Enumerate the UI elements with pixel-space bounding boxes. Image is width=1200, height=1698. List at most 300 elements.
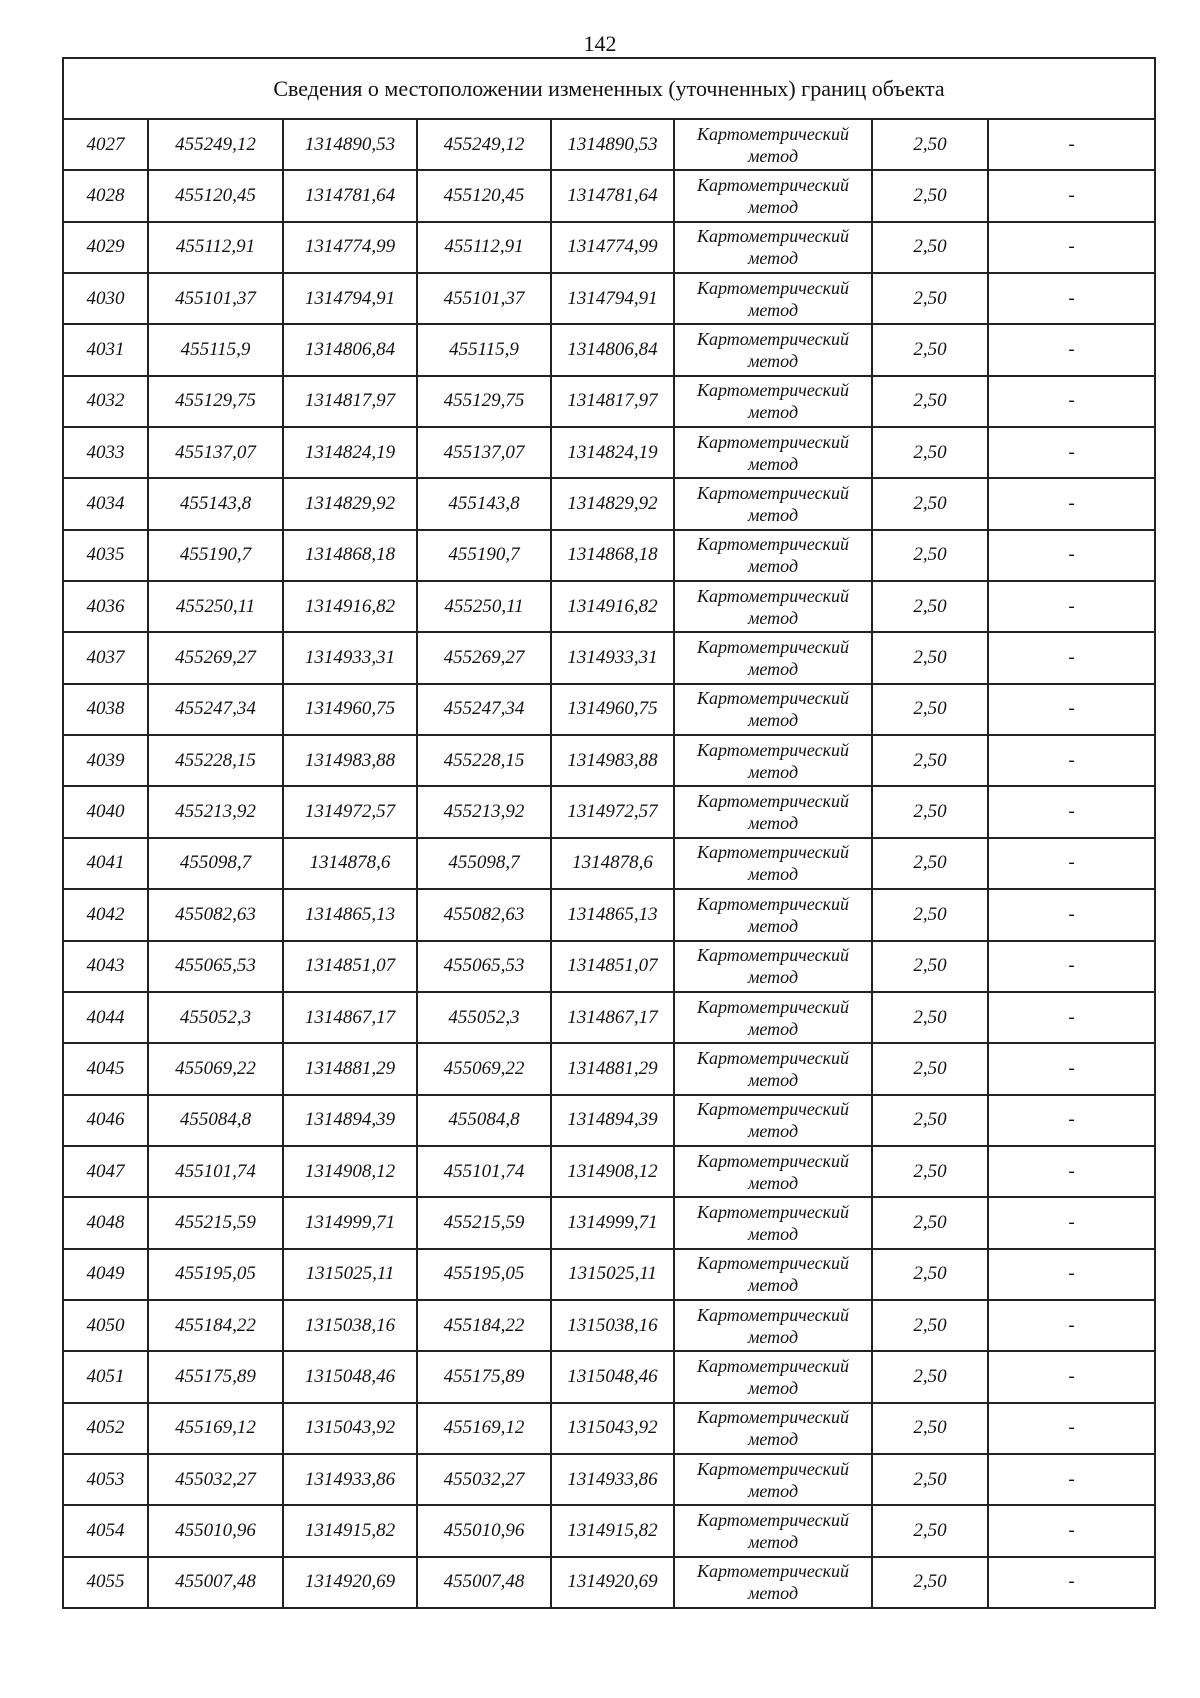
existing-y-cell: 1314916,82 [283, 581, 417, 632]
new-x-cell: 455249,12 [417, 119, 551, 170]
method-cell [674, 1403, 872, 1454]
existing-x-cell: 455101,37 [148, 273, 283, 324]
accuracy-cell: 2,50 [872, 530, 988, 581]
boundary-coordinates-table [62, 57, 1156, 1609]
table-row [63, 1300, 1155, 1351]
accuracy-cell: 2,50 [872, 478, 988, 529]
note-cell: - [988, 1351, 1155, 1402]
new-y-cell: 1314933,86 [551, 1454, 674, 1505]
method-cell [674, 684, 872, 735]
note-cell: - [988, 1403, 1155, 1454]
note-cell: - [988, 1454, 1155, 1505]
accuracy-cell: 2,50 [872, 735, 988, 786]
new-y-cell: 1314824,19 [551, 427, 674, 478]
method-line-2: метод [747, 1069, 799, 1090]
method-line-2: метод [747, 351, 799, 372]
method-line-2: метод [747, 1583, 799, 1604]
accuracy-cell: 2,50 [872, 1557, 988, 1608]
existing-y-cell: 1314774,99 [283, 222, 417, 273]
point-number-cell: 4040 [63, 786, 148, 837]
table-row [63, 889, 1155, 940]
existing-y-cell: 1314915,82 [283, 1505, 417, 1556]
point-number-cell: 4045 [63, 1043, 148, 1094]
existing-y-cell: 1314817,97 [283, 376, 417, 427]
method-line-2: метод [747, 659, 799, 680]
method-line-1: Картометрический [696, 842, 849, 863]
new-x-cell: 455247,34 [417, 684, 551, 735]
accuracy-cell: 2,50 [872, 1197, 988, 1248]
table-row [63, 684, 1155, 735]
existing-y-cell: 1314999,71 [283, 1197, 417, 1248]
new-x-cell: 455175,89 [417, 1351, 551, 1402]
accuracy-cell: 2,50 [872, 427, 988, 478]
new-x-cell: 455098,7 [417, 838, 551, 889]
method-cell [674, 838, 872, 889]
method-line-2: метод [747, 1223, 799, 1244]
new-y-cell: 1314829,92 [551, 478, 674, 529]
table-row [63, 632, 1155, 683]
new-y-cell: 1314817,97 [551, 376, 674, 427]
table-row [63, 530, 1155, 581]
accuracy-cell: 2,50 [872, 786, 988, 837]
table-row [63, 1043, 1155, 1094]
existing-y-cell: 1315048,46 [283, 1351, 417, 1402]
method-cell [674, 119, 872, 170]
point-number-cell: 4032 [63, 376, 148, 427]
existing-y-cell: 1314972,57 [283, 786, 417, 837]
existing-y-cell: 1314806,84 [283, 324, 417, 375]
method-line-2: метод [747, 813, 799, 834]
existing-y-cell: 1314933,31 [283, 632, 417, 683]
existing-y-cell: 1314920,69 [283, 1557, 417, 1608]
method-line-1: Картометрический [696, 1304, 849, 1325]
table-row [63, 941, 1155, 992]
existing-x-cell: 455213,92 [148, 786, 283, 837]
existing-x-cell: 455269,27 [148, 632, 283, 683]
point-number-cell: 4053 [63, 1454, 148, 1505]
accuracy-cell: 2,50 [872, 1146, 988, 1197]
point-number-cell: 4028 [63, 170, 148, 221]
method-line-2: метод [747, 1275, 799, 1296]
existing-y-cell: 1315038,16 [283, 1300, 417, 1351]
accuracy-cell: 2,50 [872, 941, 988, 992]
method-cell [674, 324, 872, 375]
table-row [63, 1557, 1155, 1608]
note-cell: - [988, 119, 1155, 170]
method-line-1: Картометрический [696, 534, 849, 555]
method-line-2: метод [747, 967, 799, 988]
method-cell [674, 530, 872, 581]
method-cell [674, 1454, 872, 1505]
table-row [63, 1146, 1155, 1197]
point-number-cell: 4029 [63, 222, 148, 273]
new-y-cell: 1314794,91 [551, 273, 674, 324]
new-y-cell: 1314999,71 [551, 1197, 674, 1248]
table-title: Сведения о местоположении измененных (уточненных) границ объекта [63, 58, 1155, 119]
table-row [63, 1454, 1155, 1505]
page-number: 142 [583, 31, 617, 56]
table-row [63, 992, 1155, 1043]
table-row [63, 324, 1155, 375]
method-line-1: Картометрический [696, 175, 849, 196]
new-y-cell: 1315038,16 [551, 1300, 674, 1351]
method-line-2: метод [747, 1531, 799, 1552]
existing-y-cell: 1314890,53 [283, 119, 417, 170]
note-cell: - [988, 324, 1155, 375]
point-number-cell: 4049 [63, 1249, 148, 1300]
new-y-cell: 1315025,11 [551, 1249, 674, 1300]
note-cell: - [988, 581, 1155, 632]
note-cell: - [988, 170, 1155, 221]
table-row [63, 273, 1155, 324]
new-y-cell: 1314868,18 [551, 530, 674, 581]
method-line-2: метод [747, 556, 799, 577]
method-cell [674, 1095, 872, 1146]
existing-x-cell: 455215,59 [148, 1197, 283, 1248]
method-line-2: метод [747, 1121, 799, 1142]
note-cell: - [988, 427, 1155, 478]
accuracy-cell: 2,50 [872, 1505, 988, 1556]
existing-y-cell: 1314865,13 [283, 889, 417, 940]
method-line-2: метод [747, 761, 799, 782]
existing-x-cell: 455143,8 [148, 478, 283, 529]
table-row [63, 786, 1155, 837]
note-cell: - [988, 632, 1155, 683]
accuracy-cell: 2,50 [872, 1351, 988, 1402]
accuracy-cell: 2,50 [872, 992, 988, 1043]
point-number-cell: 4048 [63, 1197, 148, 1248]
method-line-1: Картометрический [696, 1561, 849, 1582]
accuracy-cell: 2,50 [872, 222, 988, 273]
existing-x-cell: 455129,75 [148, 376, 283, 427]
existing-y-cell: 1314829,92 [283, 478, 417, 529]
existing-y-cell: 1314781,64 [283, 170, 417, 221]
note-cell: - [988, 478, 1155, 529]
existing-x-cell: 455184,22 [148, 1300, 283, 1351]
table-row [63, 1351, 1155, 1402]
existing-y-cell: 1314983,88 [283, 735, 417, 786]
new-y-cell: 1314881,29 [551, 1043, 674, 1094]
existing-y-cell: 1314933,86 [283, 1454, 417, 1505]
note-cell: - [988, 1043, 1155, 1094]
table-row [63, 1095, 1155, 1146]
point-number-cell: 4054 [63, 1505, 148, 1556]
new-x-cell: 455069,22 [417, 1043, 551, 1094]
note-cell: - [988, 992, 1155, 1043]
table-row [63, 838, 1155, 889]
point-number-cell: 4034 [63, 478, 148, 529]
method-line-1: Картометрический [696, 945, 849, 966]
method-line-1: Картометрический [696, 226, 849, 247]
note-cell: - [988, 273, 1155, 324]
method-cell [674, 1146, 872, 1197]
existing-y-cell: 1314851,07 [283, 941, 417, 992]
method-line-2: метод [747, 915, 799, 936]
new-x-cell: 455184,22 [417, 1300, 551, 1351]
method-cell [674, 1505, 872, 1556]
existing-y-cell: 1314824,19 [283, 427, 417, 478]
note-cell: - [988, 838, 1155, 889]
new-y-cell: 1314920,69 [551, 1557, 674, 1608]
existing-y-cell: 1314867,17 [283, 992, 417, 1043]
existing-x-cell: 455175,89 [148, 1351, 283, 1402]
existing-x-cell: 455249,12 [148, 119, 283, 170]
method-cell [674, 581, 872, 632]
method-line-2: метод [747, 1326, 799, 1347]
method-cell [674, 1557, 872, 1608]
note-cell: - [988, 735, 1155, 786]
new-x-cell: 455190,7 [417, 530, 551, 581]
note-cell: - [988, 1300, 1155, 1351]
point-number-cell: 4030 [63, 273, 148, 324]
accuracy-cell: 2,50 [872, 324, 988, 375]
method-cell [674, 735, 872, 786]
method-line-1: Картометрический [696, 380, 849, 401]
new-x-cell: 455007,48 [417, 1557, 551, 1608]
existing-y-cell: 1315043,92 [283, 1403, 417, 1454]
method-line-1: Картометрический [696, 996, 849, 1017]
new-y-cell: 1314960,75 [551, 684, 674, 735]
table-row [63, 119, 1155, 170]
new-y-cell: 1314916,82 [551, 581, 674, 632]
accuracy-cell: 2,50 [872, 1043, 988, 1094]
note-cell: - [988, 1557, 1155, 1608]
note-cell: - [988, 1095, 1155, 1146]
method-line-1: Картометрический [696, 1458, 849, 1479]
method-line-1: Картометрический [696, 431, 849, 452]
method-cell [674, 1300, 872, 1351]
accuracy-cell: 2,50 [872, 632, 988, 683]
new-y-cell: 1314806,84 [551, 324, 674, 375]
method-line-1: Картометрический [696, 1407, 849, 1428]
method-line-1: Картометрический [696, 277, 849, 298]
method-cell [674, 1043, 872, 1094]
new-y-cell: 1314781,64 [551, 170, 674, 221]
method-cell [674, 786, 872, 837]
method-line-2: метод [747, 710, 799, 731]
method-cell [674, 992, 872, 1043]
existing-x-cell: 455115,9 [148, 324, 283, 375]
existing-x-cell: 455084,8 [148, 1095, 283, 1146]
method-line-2: метод [747, 1172, 799, 1193]
new-y-cell: 1314878,6 [551, 838, 674, 889]
new-y-cell: 1314890,53 [551, 119, 674, 170]
new-x-cell: 455065,53 [417, 941, 551, 992]
accuracy-cell: 2,50 [872, 581, 988, 632]
existing-x-cell: 455007,48 [148, 1557, 283, 1608]
new-x-cell: 455215,59 [417, 1197, 551, 1248]
method-line-2: метод [747, 248, 799, 269]
accuracy-cell: 2,50 [872, 1249, 988, 1300]
method-line-1: Картометрический [696, 739, 849, 760]
new-y-cell: 1314894,39 [551, 1095, 674, 1146]
point-number-cell: 4033 [63, 427, 148, 478]
note-cell: - [988, 1505, 1155, 1556]
table-row [63, 427, 1155, 478]
method-line-2: метод [747, 402, 799, 423]
table-row [63, 1403, 1155, 1454]
method-line-2: метод [747, 1429, 799, 1450]
existing-x-cell: 455228,15 [148, 735, 283, 786]
method-cell [674, 170, 872, 221]
existing-x-cell: 455195,05 [148, 1249, 283, 1300]
note-cell: - [988, 889, 1155, 940]
new-y-cell: 1315043,92 [551, 1403, 674, 1454]
table-row [63, 376, 1155, 427]
new-x-cell: 455082,63 [417, 889, 551, 940]
point-number-cell: 4039 [63, 735, 148, 786]
new-y-cell: 1314865,13 [551, 889, 674, 940]
new-x-cell: 455143,8 [417, 478, 551, 529]
accuracy-cell: 2,50 [872, 838, 988, 889]
existing-x-cell: 455069,22 [148, 1043, 283, 1094]
existing-x-cell: 455137,07 [148, 427, 283, 478]
point-number-cell: 4038 [63, 684, 148, 735]
new-x-cell: 455101,37 [417, 273, 551, 324]
method-line-2: метод [747, 453, 799, 474]
point-number-cell: 4050 [63, 1300, 148, 1351]
existing-y-cell: 1314878,6 [283, 838, 417, 889]
existing-y-cell: 1314908,12 [283, 1146, 417, 1197]
new-y-cell: 1314851,07 [551, 941, 674, 992]
new-x-cell: 455250,11 [417, 581, 551, 632]
method-line-1: Картометрический [696, 688, 849, 709]
method-line-1: Картометрический [696, 791, 849, 812]
accuracy-cell: 2,50 [872, 684, 988, 735]
table-row [63, 1197, 1155, 1248]
method-line-2: метод [747, 505, 799, 526]
note-cell: - [988, 1146, 1155, 1197]
existing-x-cell: 455120,45 [148, 170, 283, 221]
note-cell: - [988, 941, 1155, 992]
new-x-cell: 455269,27 [417, 632, 551, 683]
accuracy-cell: 2,50 [872, 170, 988, 221]
accuracy-cell: 2,50 [872, 889, 988, 940]
point-number-cell: 4036 [63, 581, 148, 632]
new-y-cell: 1314867,17 [551, 992, 674, 1043]
point-number-cell: 4055 [63, 1557, 148, 1608]
method-line-2: метод [747, 145, 799, 166]
new-x-cell: 455169,12 [417, 1403, 551, 1454]
new-y-cell: 1315048,46 [551, 1351, 674, 1402]
method-line-2: метод [747, 1480, 799, 1501]
new-x-cell: 455052,3 [417, 992, 551, 1043]
method-line-1: Картометрический [696, 1047, 849, 1068]
method-cell [674, 478, 872, 529]
point-number-cell: 4052 [63, 1403, 148, 1454]
existing-x-cell: 455010,96 [148, 1505, 283, 1556]
new-x-cell: 455101,74 [417, 1146, 551, 1197]
accuracy-cell: 2,50 [872, 376, 988, 427]
method-cell [674, 1351, 872, 1402]
note-cell: - [988, 222, 1155, 273]
point-number-cell: 4044 [63, 992, 148, 1043]
method-line-1: Картометрический [696, 1509, 849, 1530]
method-line-1: Картометрический [696, 1253, 849, 1274]
point-number-cell: 4046 [63, 1095, 148, 1146]
new-x-cell: 455120,45 [417, 170, 551, 221]
accuracy-cell: 2,50 [872, 1095, 988, 1146]
method-cell [674, 889, 872, 940]
existing-x-cell: 455082,63 [148, 889, 283, 940]
new-y-cell: 1314908,12 [551, 1146, 674, 1197]
new-x-cell: 455213,92 [417, 786, 551, 837]
method-cell [674, 632, 872, 683]
method-line-1: Картометрический [696, 123, 849, 144]
note-cell: - [988, 530, 1155, 581]
existing-x-cell: 455112,91 [148, 222, 283, 273]
accuracy-cell: 2,50 [872, 1454, 988, 1505]
note-cell: - [988, 786, 1155, 837]
note-cell: - [988, 684, 1155, 735]
new-x-cell: 455032,27 [417, 1454, 551, 1505]
method-line-1: Картометрический [696, 1150, 849, 1171]
point-number-cell: 4035 [63, 530, 148, 581]
point-number-cell: 4037 [63, 632, 148, 683]
table-row [63, 222, 1155, 273]
new-x-cell: 455010,96 [417, 1505, 551, 1556]
method-cell [674, 1249, 872, 1300]
existing-x-cell: 455247,34 [148, 684, 283, 735]
existing-y-cell: 1314868,18 [283, 530, 417, 581]
method-line-2: метод [747, 1018, 799, 1039]
new-x-cell: 455129,75 [417, 376, 551, 427]
note-cell: - [988, 1197, 1155, 1248]
existing-x-cell: 455098,7 [148, 838, 283, 889]
note-cell: - [988, 1249, 1155, 1300]
existing-y-cell: 1314881,29 [283, 1043, 417, 1094]
new-y-cell: 1314915,82 [551, 1505, 674, 1556]
existing-y-cell: 1315025,11 [283, 1249, 417, 1300]
method-line-1: Картометрический [696, 1099, 849, 1120]
existing-x-cell: 455052,3 [148, 992, 283, 1043]
table-row [63, 581, 1155, 632]
method-cell [674, 376, 872, 427]
method-line-2: метод [747, 1377, 799, 1398]
method-line-1: Картометрический [696, 483, 849, 504]
method-line-1: Картометрический [696, 585, 849, 606]
new-x-cell: 455084,8 [417, 1095, 551, 1146]
new-x-cell: 455115,9 [417, 324, 551, 375]
point-number-cell: 4031 [63, 324, 148, 375]
method-line-2: метод [747, 864, 799, 885]
existing-x-cell: 455250,11 [148, 581, 283, 632]
method-line-2: метод [747, 299, 799, 320]
table-title-row [63, 58, 1155, 119]
table-row [63, 478, 1155, 529]
new-y-cell: 1314774,99 [551, 222, 674, 273]
new-x-cell: 455195,05 [417, 1249, 551, 1300]
new-x-cell: 455228,15 [417, 735, 551, 786]
method-cell [674, 222, 872, 273]
method-cell [674, 1197, 872, 1248]
existing-x-cell: 455101,74 [148, 1146, 283, 1197]
new-x-cell: 455112,91 [417, 222, 551, 273]
accuracy-cell: 2,50 [872, 1300, 988, 1351]
note-cell: - [988, 376, 1155, 427]
table-row [63, 1505, 1155, 1556]
point-number-cell: 4043 [63, 941, 148, 992]
existing-x-cell: 455190,7 [148, 530, 283, 581]
method-line-1: Картометрический [696, 1201, 849, 1222]
point-number-cell: 4042 [63, 889, 148, 940]
existing-y-cell: 1314894,39 [283, 1095, 417, 1146]
method-line-1: Картометрический [696, 1355, 849, 1376]
accuracy-cell: 2,50 [872, 273, 988, 324]
method-line-2: метод [747, 607, 799, 628]
existing-y-cell: 1314794,91 [283, 273, 417, 324]
existing-y-cell: 1314960,75 [283, 684, 417, 735]
